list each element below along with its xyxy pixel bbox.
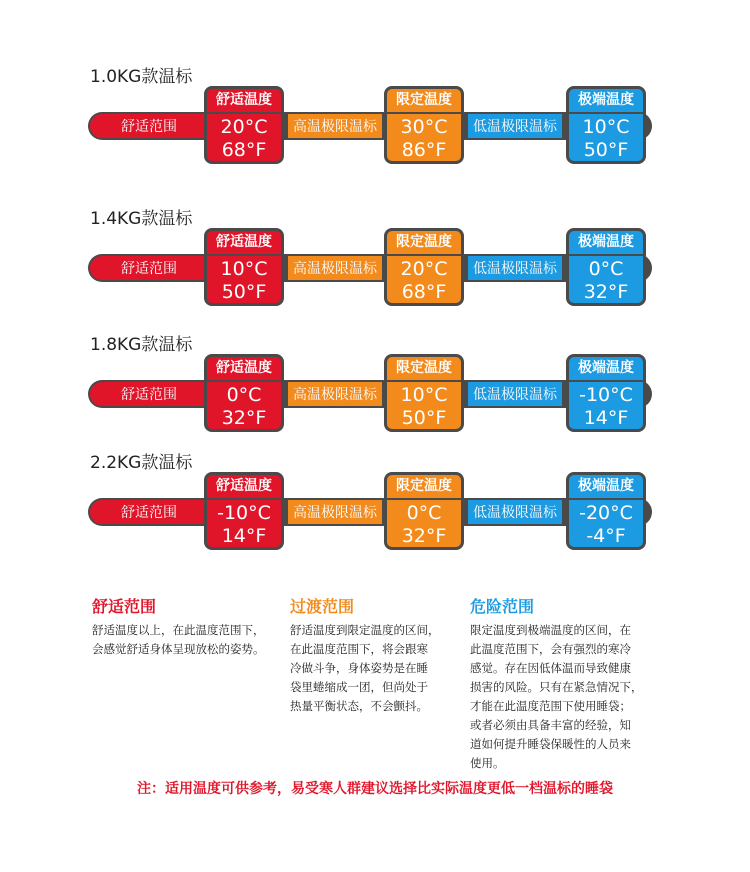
footnote: 注：适用温度可供参考，易受寒人群建议选择比实际温度更低一档温标的睡袋 [137, 781, 613, 797]
legend-comfort-line: 舒适温度以上，在此温度范围下， [92, 623, 265, 637]
legend-danger-line: 此温度范围下，会有强烈的寒冷 [470, 642, 631, 656]
extreme-temp-card [566, 354, 646, 432]
legend-danger-line: 或者必须由具备丰富的经验，知 [470, 718, 631, 732]
weight-title: 1.4KG款温标 [90, 209, 193, 229]
comfort-temp-label: 舒适温度 [207, 357, 281, 382]
low-limit-label: 低温极限温标 [468, 114, 562, 138]
limit-temp-card [384, 228, 464, 306]
extreme-temp-label: 极端温度 [569, 231, 643, 256]
comfort-range-label: 舒适范围 [90, 500, 208, 524]
limit-temp-label: 限定温度 [387, 357, 461, 382]
limit-temp-fahrenheit: 68°F [401, 281, 447, 303]
limit-temp-card [384, 86, 464, 164]
legend-transition [290, 594, 460, 716]
comfort-temp-label: 舒适温度 [207, 475, 281, 500]
low-limit-label: 低温极限温标 [468, 382, 562, 406]
legend-comfort-title: 舒适范围 [92, 597, 157, 616]
legend-danger-line: 限定温度到极端温度的区间，在 [470, 623, 631, 637]
legend-comfort-line: 会感觉舒适身体呈现放松的姿势。 [92, 642, 265, 656]
extreme-temp-card [566, 86, 646, 164]
comfort-temp-fahrenheit: 50°F [221, 281, 267, 303]
extreme-temp-fahrenheit: 50°F [583, 139, 629, 161]
extreme-temp-label: 极端温度 [569, 475, 643, 500]
comfort-temp-celsius: 0°C [226, 384, 262, 406]
legend-comfort-desc [92, 621, 282, 659]
limit-temp-label: 限定温度 [387, 89, 461, 114]
comfort-temp-card [204, 228, 284, 306]
extreme-temp-celsius: -10°C [579, 384, 633, 406]
limit-temp-celsius: 0°C [406, 502, 442, 524]
limit-temp-fahrenheit: 50°F [401, 407, 447, 429]
limit-temp-label: 限定温度 [387, 231, 461, 256]
temperature-block [0, 204, 750, 304]
extreme-temp-fahrenheit: 32°F [583, 281, 629, 303]
comfort-temp-card [204, 86, 284, 164]
low-limit-label: 低温极限温标 [468, 500, 562, 524]
low-limit-label: 低温极限温标 [468, 256, 562, 280]
limit-temp-label: 限定温度 [387, 475, 461, 500]
comfort-temp-card [204, 354, 284, 432]
extreme-temp-label: 极端温度 [569, 357, 643, 382]
limit-temp-celsius: 30°C [400, 116, 448, 138]
extreme-temp-card [566, 228, 646, 306]
temperature-block [0, 62, 750, 162]
legend-transition-desc [290, 621, 460, 716]
limit-temp-fahrenheit: 86°F [401, 139, 447, 161]
legend-danger-title: 危险范围 [470, 597, 535, 616]
limit-temp-celsius: 20°C [400, 258, 448, 280]
comfort-temp-fahrenheit: 68°F [221, 139, 267, 161]
comfort-range-label: 舒适范围 [90, 114, 208, 138]
weight-title: 1.0KG款温标 [90, 67, 193, 87]
limit-temp-fahrenheit: 32°F [401, 525, 447, 547]
legend-transition-title: 过渡范围 [290, 597, 355, 616]
high-limit-label: 高温极限温标 [288, 256, 382, 280]
comfort-temp-fahrenheit: 14°F [221, 525, 267, 547]
legend-comfort [92, 594, 282, 659]
extreme-temp-celsius: 10°C [582, 116, 630, 138]
comfort-temp-fahrenheit: 32°F [221, 407, 267, 429]
comfort-temp-card [204, 472, 284, 550]
legend-danger-line: 感觉。存在因低体温而导致健康 [470, 661, 631, 675]
weight-title: 1.8KG款温标 [90, 335, 193, 355]
extreme-temp-fahrenheit: 14°F [583, 407, 629, 429]
extreme-temp-celsius: -20°C [579, 502, 633, 524]
comfort-temp-celsius: -10°C [217, 502, 271, 524]
legend-danger-line: 使用。 [470, 756, 505, 770]
legend-danger-line: 道如何提升睡袋保暖性的人员来 [470, 737, 631, 751]
comfort-temp-celsius: 10°C [220, 258, 268, 280]
comfort-temp-label: 舒适温度 [207, 89, 281, 114]
extreme-temp-fahrenheit: -4°F [586, 525, 626, 547]
comfort-range-label: 舒适范围 [90, 382, 208, 406]
legend-transition-line: 冷做斗争，身体姿势是在睡 [290, 661, 428, 675]
legend-danger-line: 损害的风险。只有在紧急情况下， [470, 680, 643, 694]
temperature-block [0, 448, 750, 548]
high-limit-label: 高温极限温标 [288, 382, 382, 406]
limit-temp-card [384, 354, 464, 432]
legend-transition-line: 在此温度范围下，将会跟寒 [290, 642, 428, 656]
legend-danger-line: 才能在此温度范围下使用睡袋； [470, 699, 631, 713]
extreme-temp-label: 极端温度 [569, 89, 643, 114]
legend-danger-desc [470, 621, 660, 773]
temperature-block [0, 330, 750, 430]
extreme-temp-celsius: 0°C [588, 258, 624, 280]
weight-title: 2.2KG款温标 [90, 453, 193, 473]
legend-transition-line: 舒适温度到限定温度的区间， [290, 623, 440, 637]
extreme-temp-card [566, 472, 646, 550]
high-limit-label: 高温极限温标 [288, 500, 382, 524]
limit-temp-celsius: 10°C [400, 384, 448, 406]
comfort-range-label: 舒适范围 [90, 256, 208, 280]
comfort-temp-label: 舒适温度 [207, 231, 281, 256]
legend-transition-line: 袋里蜷缩成一团，但尚处于 [290, 680, 428, 694]
high-limit-label: 高温极限温标 [288, 114, 382, 138]
limit-temp-card [384, 472, 464, 550]
legend-transition-line: 热量平衡状态，不会颤抖。 [290, 699, 428, 713]
comfort-temp-celsius: 20°C [220, 116, 268, 138]
legend-danger [470, 594, 660, 773]
